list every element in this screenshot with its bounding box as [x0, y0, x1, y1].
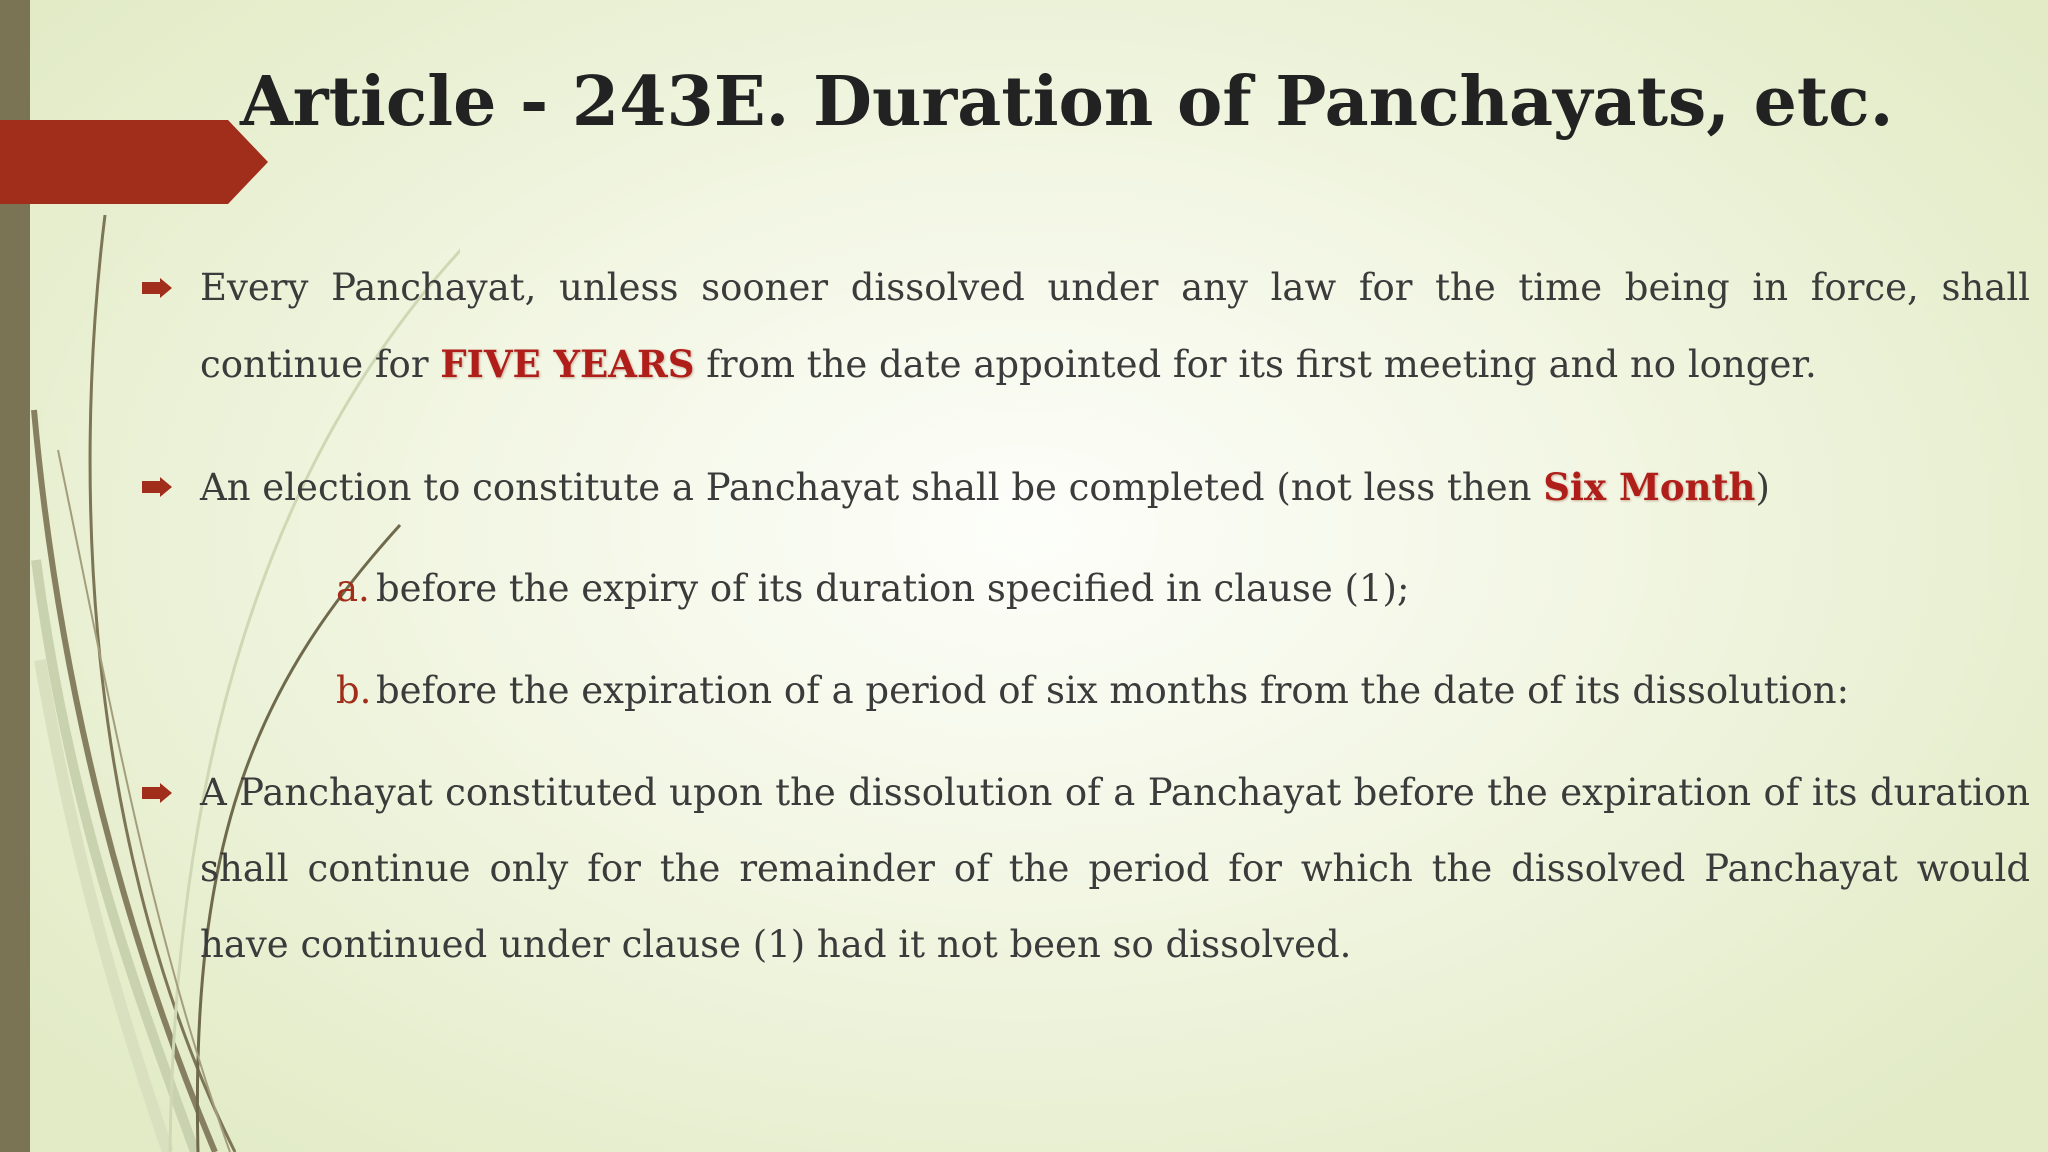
slide-content — [140, 250, 2030, 983]
sub-item-a — [140, 551, 2030, 627]
arrow-bullet-icon — [142, 278, 172, 298]
sub-item-b — [140, 653, 2030, 729]
arrow-bullet-icon — [142, 783, 172, 803]
arrow-bullet-icon — [142, 477, 172, 497]
bullet-text: A Panchayat constituted upon the dissolution of a Panchayat before the expiration of its duration shall continue only for the remainder of the period for which the dissolved Panchayat would have continued under clause (1) had it not been so dissolved. — [200, 771, 2030, 966]
highlight-five-years: FIVE YEARS — [440, 342, 695, 386]
title-arrow-shape — [0, 120, 268, 204]
sub-item-letter: b. — [336, 669, 372, 712]
sub-item-text: before the expiration of a period of six months from the date of its dissolution: — [376, 669, 1850, 712]
bullet-reconstituted-panchayat — [140, 755, 2030, 983]
bullet-text: from the date appointed for its first meeting and no longer. — [694, 343, 1817, 386]
bullet-text: An election to constitute a Panchayat shall be completed (not less then — [200, 466, 1544, 509]
bullet-text: Every Panchayat, unless sooner dissolved under any law for the time being in force, shall continue for — [200, 266, 2030, 386]
highlight-six-month: Six Month — [1543, 465, 1756, 509]
bullet-five-years — [140, 250, 2030, 403]
sub-item-letter: a. — [336, 567, 370, 610]
bullet-text: ) — [1755, 466, 1770, 509]
slide-title: Article - 243E. Duration of Panchayats, etc. — [240, 62, 1894, 142]
sub-item-text: before the expiry of its duration specified in clause (1); — [376, 567, 1410, 610]
bullet-election — [140, 449, 2030, 526]
